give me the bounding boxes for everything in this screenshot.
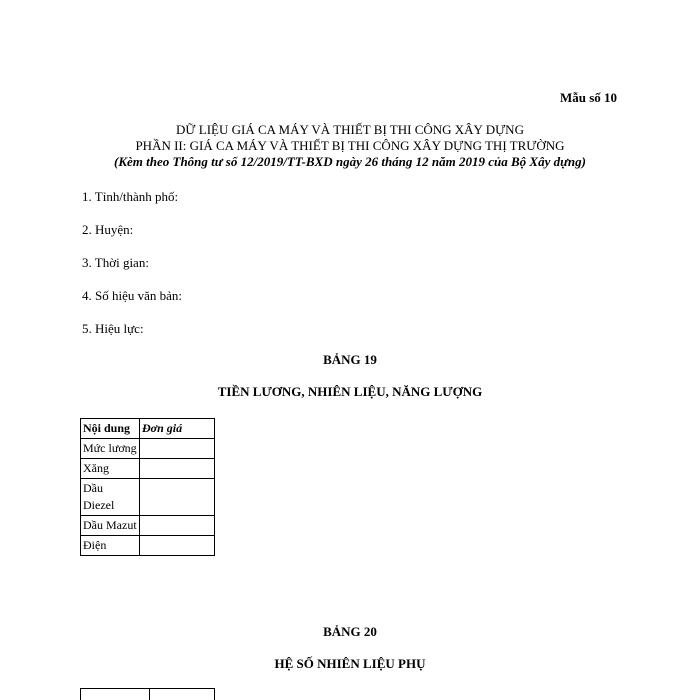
field-effective: 5. Hiệu lực: [82, 321, 144, 336]
table20-cell [81, 689, 150, 700]
table-header-row [81, 419, 215, 439]
row-label: Mức lương [81, 439, 140, 459]
table-row [81, 479, 215, 516]
header-reference: (Kèm theo Thông tư số 12/2019/TT-BXD ngày 26 tháng 12 năm 2019 của Bộ Xây dựng) [114, 154, 586, 169]
form-code: Mẫu số 10 [559, 90, 617, 105]
row-label: Dầu Diezel [81, 479, 140, 516]
table-row [81, 459, 215, 479]
row-value-cell [140, 516, 215, 536]
table20-title: HỆ SỐ NHIÊN LIỆU PHỤ [274, 656, 426, 671]
row-value-cell [140, 459, 215, 479]
table-row [81, 536, 215, 556]
table-row [81, 439, 215, 459]
info-fields [82, 189, 182, 354]
field-district: 2. Huyện: [82, 222, 134, 237]
column-header-content: Nội dung [81, 419, 140, 439]
table19 [80, 418, 215, 556]
header-title: DỮ LIỆU GIÁ CA MÁY VÀ THIẾT BỊ THI CÔNG XÂY DỰNG [176, 122, 524, 137]
row-value-cell [140, 479, 215, 516]
document-header [0, 122, 700, 170]
row-value-cell [140, 439, 215, 459]
table20-number: BẢNG 20 [323, 624, 377, 639]
table-row [81, 516, 215, 536]
table-header-row [81, 689, 215, 700]
table20 [80, 688, 215, 700]
row-value-cell [140, 536, 215, 556]
field-province: 1. Tỉnh/thành phố: [82, 189, 179, 204]
table19-title: TIỀN LƯƠNG, NHIÊN LIỆU, NĂNG LƯỢNG [217, 384, 483, 399]
table20-cell [150, 689, 215, 700]
row-label: Xăng [81, 459, 140, 479]
row-label: Dầu Mazut [81, 516, 140, 536]
table19-number: BẢNG 19 [323, 352, 377, 367]
field-document-number: 4. Số hiệu văn bản: [82, 288, 183, 303]
row-label: Điện [81, 536, 140, 556]
field-time: 3. Thời gian: [82, 255, 149, 270]
header-subtitle: PHẦN II: GIÁ CA MÁY VÀ THIẾT BỊ THI CÔNG XÂY DỰNG THỊ TRƯỜNG [135, 138, 565, 153]
column-header-unit-price: Đơn giá [140, 419, 215, 439]
